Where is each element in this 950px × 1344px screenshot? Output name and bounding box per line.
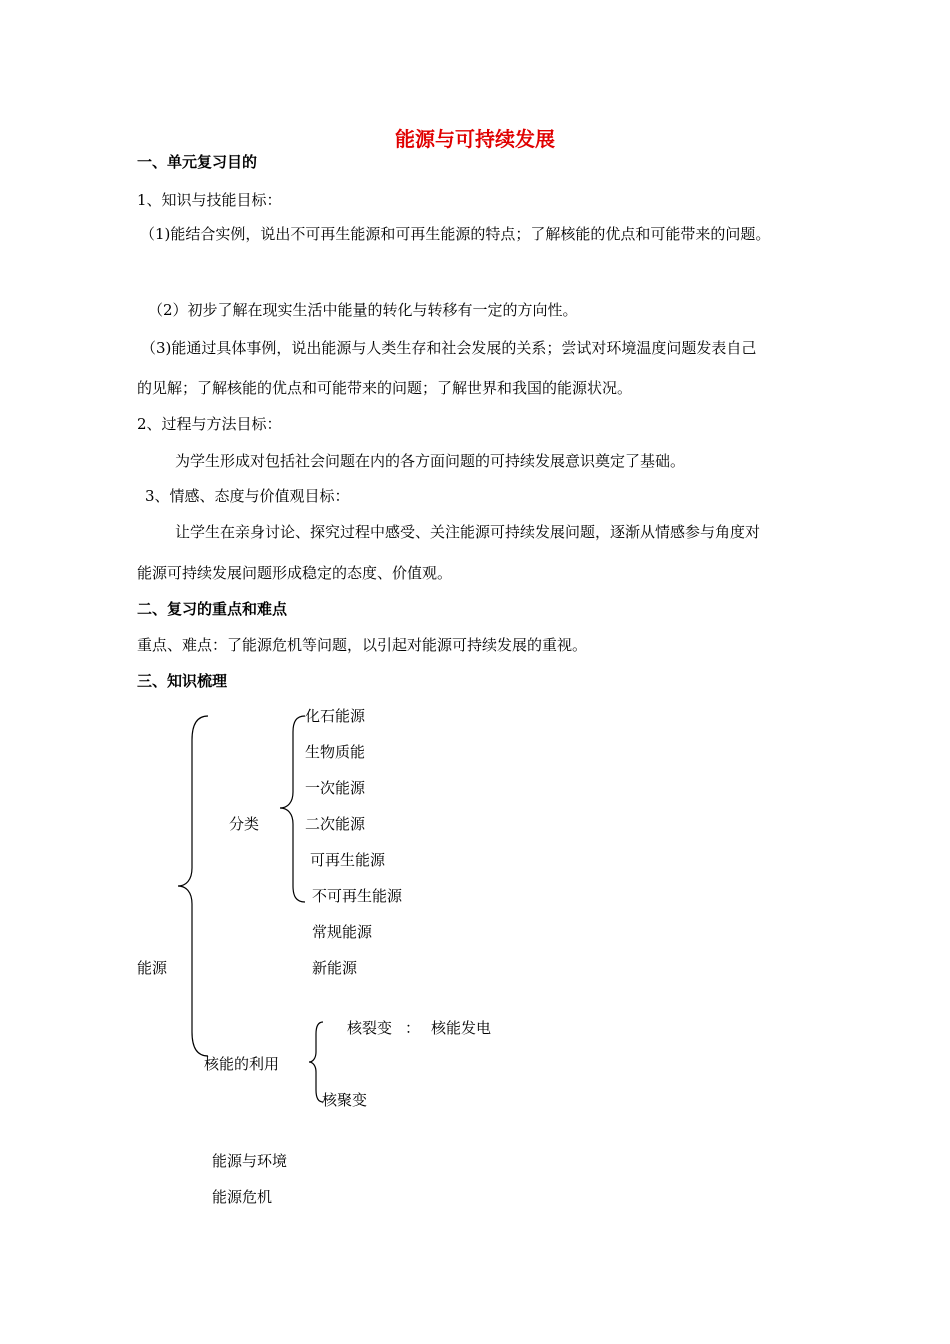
tree-leaf-conventional-energy: 常规能源 bbox=[312, 923, 373, 941]
tree-colon: ： bbox=[405, 1019, 421, 1037]
paragraph-emotion-line-1: 让学生在亲身讨论、探究过程中感受、关注能源可持续发展问题，逐渐从情感参与角度对 bbox=[175, 523, 761, 541]
paragraph-objective-2: （2）初步了解在现实生活中能量的转化与转移有一定的方向性。 bbox=[148, 301, 578, 319]
paragraph-process-method: 为学生形成对包括社会问题在内的各方面问题的可持续发展意识奠定了基础。 bbox=[175, 452, 686, 470]
tree-root-energy: 能源 bbox=[137, 959, 168, 977]
tree-leaf-fission: 核裂变 bbox=[347, 1019, 393, 1037]
section-1-heading: 一、单元复习目的 bbox=[137, 153, 258, 171]
nuclear-brace bbox=[309, 1022, 323, 1102]
document-title: 能源与可持续发展 bbox=[395, 127, 555, 151]
section-2-heading: 二、复习的重点和难点 bbox=[137, 600, 288, 618]
subheading-process-method: 2、过程与方法目标： bbox=[137, 415, 282, 433]
tree-leaf-primary-energy: 一次能源 bbox=[305, 779, 366, 797]
tree-node-energy-environment: 能源与环境 bbox=[212, 1152, 288, 1170]
tree-leaf-new-energy: 新能源 bbox=[312, 959, 358, 977]
tree-node-energy-crisis: 能源危机 bbox=[212, 1188, 273, 1206]
paragraph-emotion-line-2: 能源可持续发展问题形成稳定的态度、价值观。 bbox=[137, 564, 453, 582]
subheading-knowledge-skills: 1、知识与技能目标： bbox=[137, 191, 282, 209]
classify-brace bbox=[280, 716, 305, 902]
paragraph-objective-3-line-2: 的见解；了解核能的优点和可能带来的问题；了解世界和我国的能源状况。 bbox=[137, 379, 633, 397]
tree-leaf-renewable-energy: 可再生能源 bbox=[310, 851, 386, 869]
paragraph-objective-1: （1)能结合实例，说出不可再生能源和可再生能源的特点；了解核能的优点和可能带来的问题。 bbox=[140, 225, 771, 243]
section-3-heading: 三、知识梳理 bbox=[137, 672, 228, 690]
tree-leaf-nonrenewable-energy: 不可再生能源 bbox=[312, 887, 403, 905]
paragraph-key-points: 重点、难点：了能源危机等问题，以引起对能源可持续发展的重视。 bbox=[137, 636, 588, 654]
tree-leaf-secondary-energy: 二次能源 bbox=[305, 815, 366, 833]
paragraph-objective-3-line-1: （3)能通过具体事例，说出能源与人类生存和社会发展的关系；尝试对环境温度问题发表自己 bbox=[141, 339, 757, 357]
tree-leaf-biomass-energy: 生物质能 bbox=[305, 743, 366, 761]
subheading-emotion-attitude: 3、情感、态度与价值观目标： bbox=[145, 487, 350, 505]
tree-leaf-nuclear-power: 核能发电 bbox=[431, 1019, 492, 1037]
tree-leaf-fusion: 核聚变 bbox=[322, 1091, 368, 1109]
root-brace bbox=[178, 716, 208, 1056]
tree-node-classify: 分类 bbox=[229, 815, 260, 833]
tree-node-nuclear-use: 核能的利用 bbox=[204, 1055, 280, 1073]
tree-leaf-fossil-energy: 化石能源 bbox=[305, 707, 366, 725]
